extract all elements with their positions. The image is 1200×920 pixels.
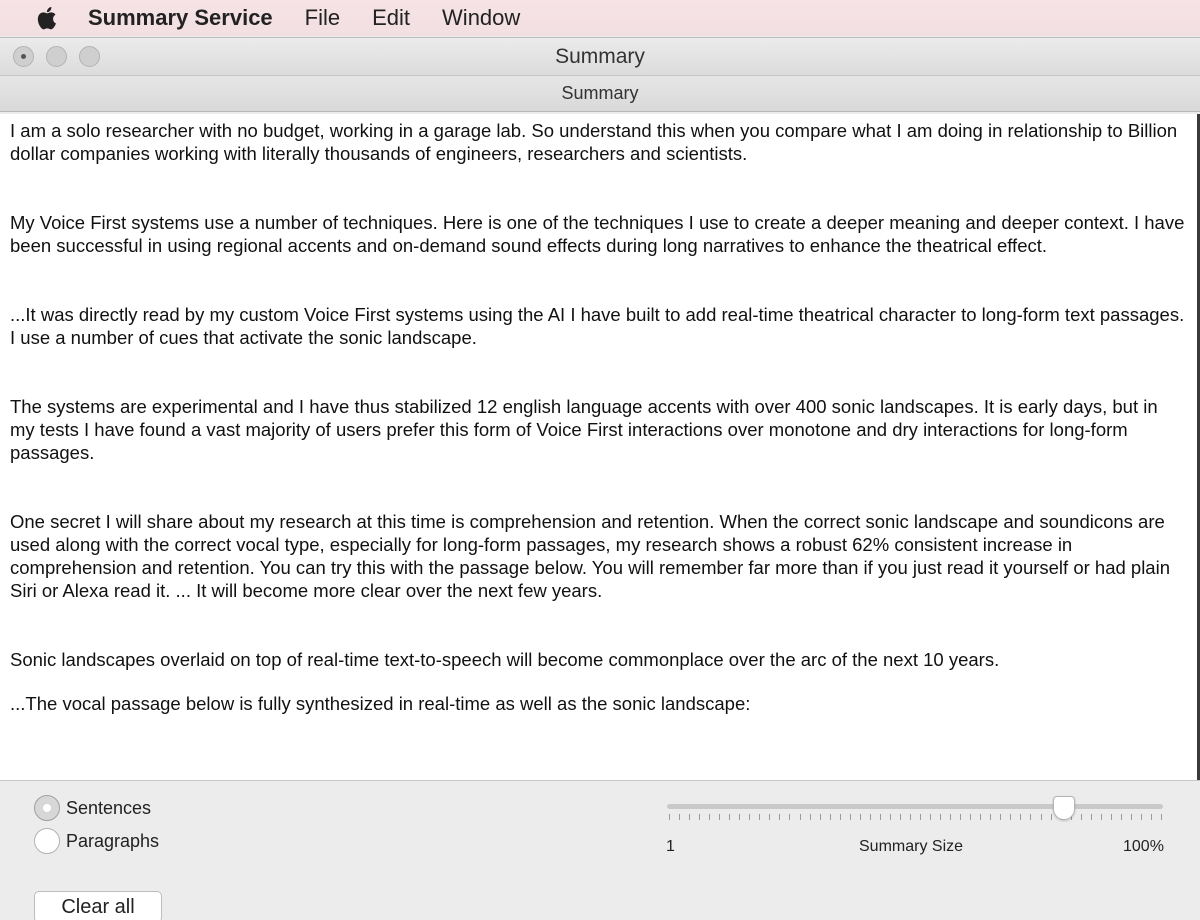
toolbar xyxy=(0,76,1200,112)
slider-tick xyxy=(910,814,911,820)
clear-all-button[interactable]: Clear all xyxy=(34,891,162,920)
slider-tick xyxy=(1000,814,1001,820)
menu-edit[interactable]: Edit xyxy=(372,5,411,30)
slider-tick xyxy=(880,814,881,820)
slider-tick xyxy=(920,814,921,820)
slider-thumb[interactable] xyxy=(1053,796,1075,820)
summary-paragraph: One secret I will share about my research at this time is comprehension and retention. When the correct sonic landscape and soundicons are used along with the correct vocal type, especially for long-form passages, my research shows a robust 62% consistent increase in comprehension and retention. You can try this with the passage below. You will remember far more than if you just read it yourself or had plain Siri or Alexa read it. ... It will become more clear over the next few years. xyxy=(10,511,1170,601)
slider-tick xyxy=(1030,814,1031,820)
slider-tick xyxy=(789,814,790,820)
slider-tick xyxy=(679,814,680,820)
slider-tick xyxy=(1121,814,1122,820)
apple-logo-icon[interactable] xyxy=(34,5,58,31)
summary-window xyxy=(0,37,1200,920)
slider-min-label: 1 xyxy=(666,838,675,855)
summary-text-area[interactable] xyxy=(0,114,1200,780)
slider-tick xyxy=(840,814,841,820)
slider-tick xyxy=(1010,814,1011,820)
summary-paragraph: Sonic landscapes overlaid on top of real-time text-to-speech will become commonplace over the arc of the next 10 years. xyxy=(10,649,1000,670)
paragraphs-radio[interactable] xyxy=(34,828,60,854)
summary-size-slider[interactable] xyxy=(667,796,1163,826)
slider-tick xyxy=(699,814,700,820)
slider-tick xyxy=(970,814,971,820)
slider-tick xyxy=(1111,814,1112,820)
slider-tick xyxy=(990,814,991,820)
slider-tick xyxy=(870,814,871,820)
slider-track[interactable] xyxy=(667,804,1163,809)
slider-tick xyxy=(759,814,760,820)
summary-paragraph: My Voice First systems use a number of techniques. Here is one of the techniques I use to create a deeper meaning and deeper context. I have been successful in using regional accents and on-demand sound effects during long narratives to enhance the theatrical effect. xyxy=(10,212,1185,256)
slider-tick xyxy=(1081,814,1082,820)
slider-tick xyxy=(779,814,780,820)
slider-tick xyxy=(980,814,981,820)
window-title: Summary xyxy=(555,44,645,68)
close-button[interactable] xyxy=(13,46,34,67)
summary-paragraph: ...It was directly read by my custom Voice First systems using the AI I have built to add real-time theatrical character to long-form text passages. I use a number of cues that activate the sonic landscape. xyxy=(10,304,1185,348)
menu-app-name[interactable]: Summary Service xyxy=(88,5,273,30)
slider-caption: Summary Size xyxy=(859,838,964,855)
minimize-button[interactable] xyxy=(46,46,67,67)
slider-tick xyxy=(1091,814,1092,820)
slider-tick xyxy=(930,814,931,820)
paragraphs-option[interactable] xyxy=(34,828,159,854)
menu-window[interactable]: Window xyxy=(442,5,521,30)
slider-tick xyxy=(749,814,750,820)
slider-tick xyxy=(669,814,670,820)
slider-tick xyxy=(1141,814,1142,820)
slider-tick xyxy=(1101,814,1102,820)
sentences-option[interactable] xyxy=(34,795,151,821)
slider-tick xyxy=(1051,814,1052,820)
slider-tick xyxy=(960,814,961,820)
menu-bar xyxy=(0,0,1200,36)
slider-tick xyxy=(830,814,831,820)
slider-tick xyxy=(850,814,851,820)
slider-tick xyxy=(940,814,941,820)
summary-paragraph: The systems are experimental and I have thus stabilized 12 english language accents with over 400 sonic landscapes. It is early days, but in my tests I have found a vast majority of users prefer this form of Voice First interactions over monotone and dry interactions for long-form passages. xyxy=(10,396,1158,463)
slider-tick xyxy=(800,814,801,820)
slider-tick xyxy=(1041,814,1042,820)
zoom-button[interactable] xyxy=(79,46,100,67)
toolbar-title: Summary xyxy=(561,83,639,103)
slider-tick xyxy=(890,814,891,820)
slider-max-label: 100% xyxy=(1123,838,1164,855)
slider-ticks xyxy=(669,814,1161,821)
slider-tick xyxy=(739,814,740,820)
paragraphs-label: Paragraphs xyxy=(66,830,160,851)
slider-tick xyxy=(1131,814,1132,820)
slider-tick xyxy=(1151,814,1152,820)
slider-tick xyxy=(810,814,811,820)
slider-tick xyxy=(689,814,690,820)
slider-tick xyxy=(1020,814,1021,820)
slider-tick xyxy=(719,814,720,820)
sentences-radio[interactable] xyxy=(34,795,60,821)
slider-tick xyxy=(1161,814,1162,820)
slider-tick xyxy=(950,814,951,820)
window-controls xyxy=(13,46,112,67)
title-bar[interactable] xyxy=(0,38,1200,76)
sentences-label: Sentences xyxy=(66,797,152,818)
slider-tick xyxy=(769,814,770,820)
slider-tick xyxy=(860,814,861,820)
slider-tick xyxy=(729,814,730,820)
slider-tick xyxy=(820,814,821,820)
slider-tick xyxy=(900,814,901,820)
summary-paragraph: I am a solo researcher with no budget, working in a garage lab. So understand this when you compare what I am doing in relationship to Billion dollar companies working with literally thousands of engineers, researchers and scientists. xyxy=(10,120,1178,164)
menu-file[interactable]: File xyxy=(304,5,341,30)
summary-paragraph: ...The vocal passage below is fully synthesized in real-time as well as the sonic landscape: xyxy=(10,693,751,714)
summary-controls xyxy=(0,780,1200,920)
slider-tick xyxy=(709,814,710,820)
